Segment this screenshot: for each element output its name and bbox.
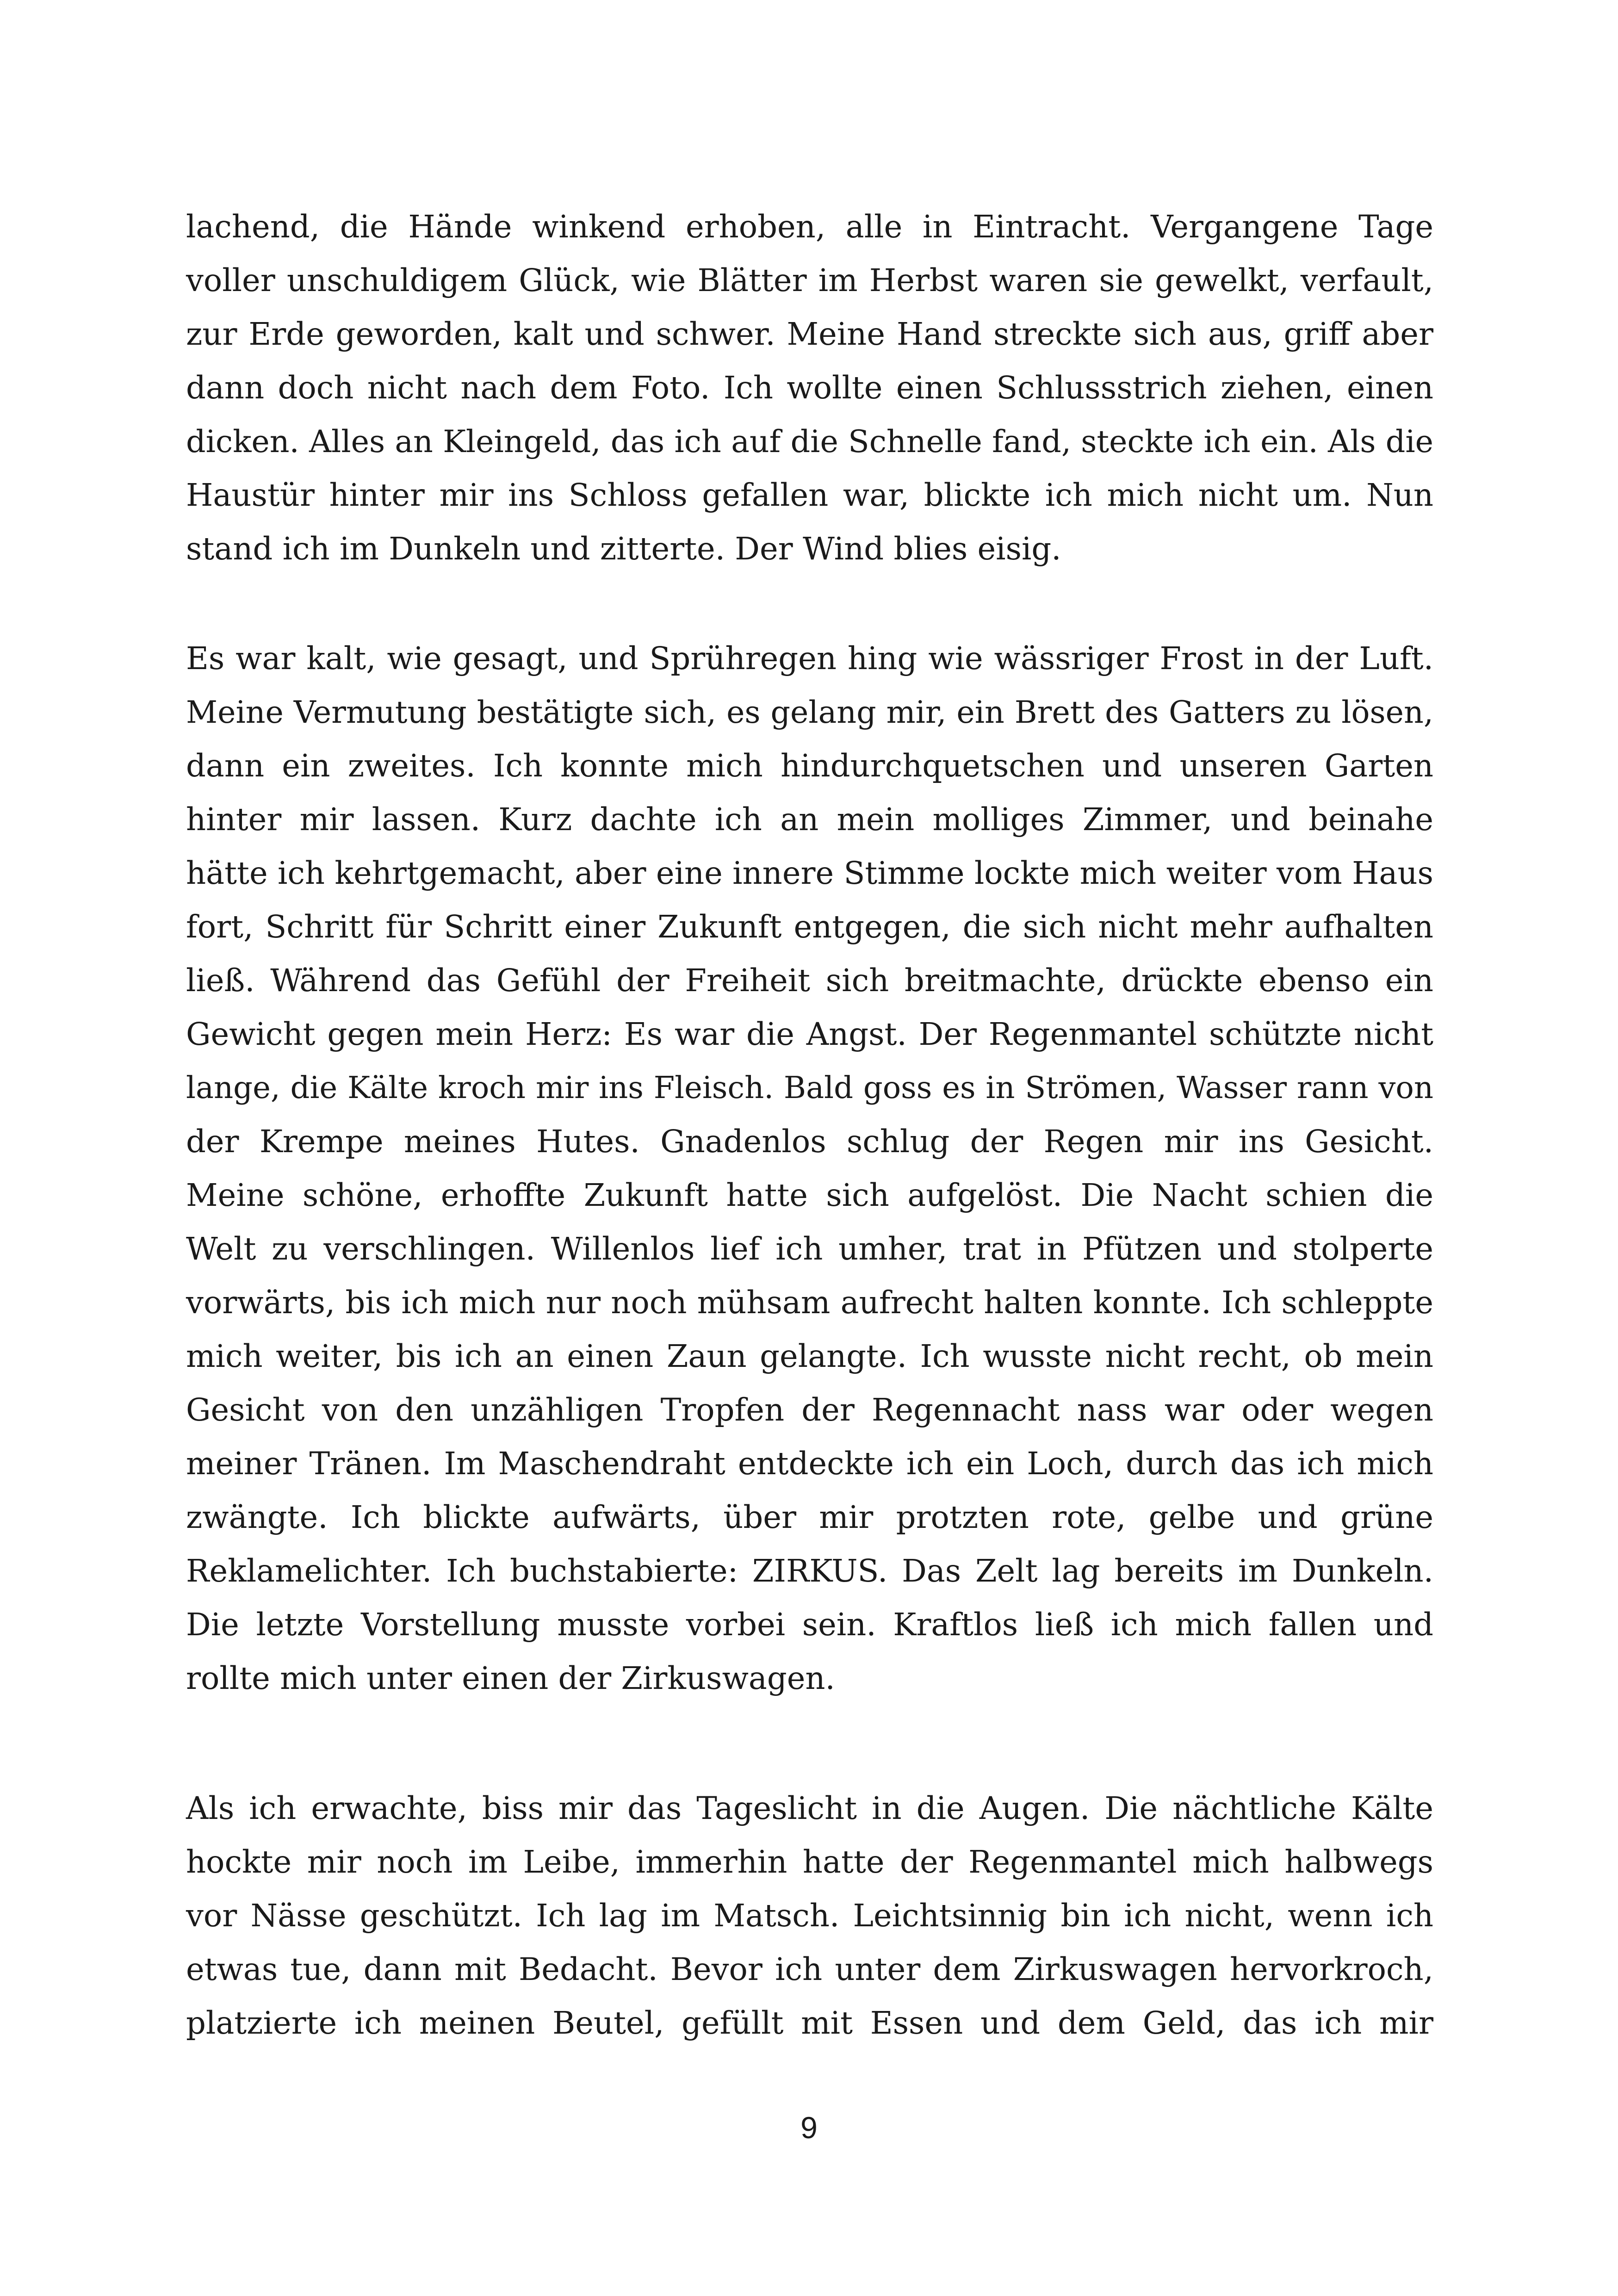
text-line: lange, die Kälte kroch mir ins Fleisch. Bald goss es in Strömen, Wasser rann von <box>186 1070 1433 1105</box>
text-line: ließ. Während das Gefühl der Freiheit sich breitmachte, drückte ebenso ein <box>186 962 1433 999</box>
text-line: dicken. Alles an Kleingeld, das ich auf die Schnelle fand, steckte ich ein. Als die <box>186 423 1433 459</box>
text-line: Es war kalt, wie gesagt, und Sprühregen hing wie wässriger Frost in der Luft. <box>186 640 1433 676</box>
text-line: etwas tue, dann mit Bedacht. Bevor ich unter dem Zirkuswagen hervorkroch, <box>186 1951 1433 1987</box>
text-line: Haustür hinter mir ins Schloss gefallen war, blickte ich mich nicht um. Nun <box>186 477 1433 513</box>
text-line: zur Erde geworden, kalt und schwer. Meine Hand streckte sich aus, griff aber <box>186 316 1433 352</box>
text-line: Reklamelichter. Ich buchstabierte: ZIRKUS. Das Zelt lag bereits im Dunkeln. <box>186 1553 1433 1589</box>
page-number: 9 <box>800 2110 818 2145</box>
text-line: Gewicht gegen mein Herz: Es war die Angst. Der Regenmantel schützte nicht <box>186 1016 1433 1052</box>
paragraph-2 <box>186 632 1433 1705</box>
text-line: Welt zu verschlingen. Willenlos lief ich umher, trat in Pfützen und stolperte <box>186 1231 1433 1267</box>
text-line: stand ich im Dunkeln und zitterte. Der Wind blies eisig. <box>186 531 1061 567</box>
text-line: Gesicht von den unzähligen Tropfen der Regennacht nass war oder wegen <box>186 1392 1433 1428</box>
text-line: Die letzte Vorstellung musste vorbei sein. Kraftlos ließ ich mich fallen und <box>186 1607 1433 1643</box>
text-line: fort, Schritt für Schritt einer Zukunft entgegen, die sich nicht mehr aufhalten <box>186 909 1433 945</box>
text-line: hinter mir lassen. Kurz dachte ich an mein molliges Zimmer, und beinahe <box>186 801 1433 838</box>
text-line: meiner Tränen. Im Maschendraht entdeckte ich ein Loch, durch das ich mich <box>186 1446 1433 1482</box>
text-line: lachend, die Hände winkend erhoben, alle in Eintracht. Vergangene Tage <box>186 209 1433 245</box>
text-line: Meine Vermutung bestätigte sich, es gelang mir, ein Brett des Gatters zu lösen, <box>186 694 1433 730</box>
text-line: dann ein zweites. Ich konnte mich hindurchquetschen und unseren Garten <box>186 748 1433 784</box>
text-line: voller unschuldigem Glück, wie Blätter im Herbst waren sie gewelkt, verfault, <box>186 262 1433 298</box>
text-line: Meine schöne, erhoffte Zukunft hatte sich aufgelöst. Die Nacht schien die <box>186 1177 1433 1213</box>
paragraph-1 <box>186 200 1433 576</box>
text-line: Als ich erwachte, biss mir das Tageslicht in die Augen. Die nächtliche Kälte <box>186 1790 1433 1826</box>
text-line: platzierte ich meinen Beutel, gefüllt mit Essen und dem Geld, das ich mir <box>186 2005 1433 2041</box>
text-line: hockte mir noch im Leibe, immerhin hatte der Regenmantel mich halbwegs <box>186 1844 1433 1880</box>
text-line: vor Nässe geschützt. Ich lag im Matsch. Leichtsinnig bin ich nicht, wenn ich <box>186 1898 1433 1934</box>
text-line: mich weiter, bis ich an einen Zaun gelangte. Ich wusste nicht recht, ob mein <box>186 1338 1433 1374</box>
text-line: dann doch nicht nach dem Foto. Ich wollte einen Schlussstrich ziehen, einen <box>186 370 1433 406</box>
text-line: der Krempe meines Hutes. Gnadenlos schlug der Regen mir ins Gesicht. <box>186 1123 1433 1160</box>
text-line: hätte ich kehrtgemacht, aber eine innere Stimme lockte mich weiter vom Haus <box>186 855 1433 891</box>
paragraph-3 <box>186 1781 1433 2050</box>
text-line: vorwärts, bis ich mich nur noch mühsam aufrecht halten konnte. Ich schleppte <box>186 1285 1433 1321</box>
text-line: zwängte. Ich blickte aufwärts, über mir protzten rote, gelbe und grüne <box>186 1499 1433 1535</box>
text-line: rollte mich unter einen der Zirkuswagen. <box>186 1660 835 1696</box>
